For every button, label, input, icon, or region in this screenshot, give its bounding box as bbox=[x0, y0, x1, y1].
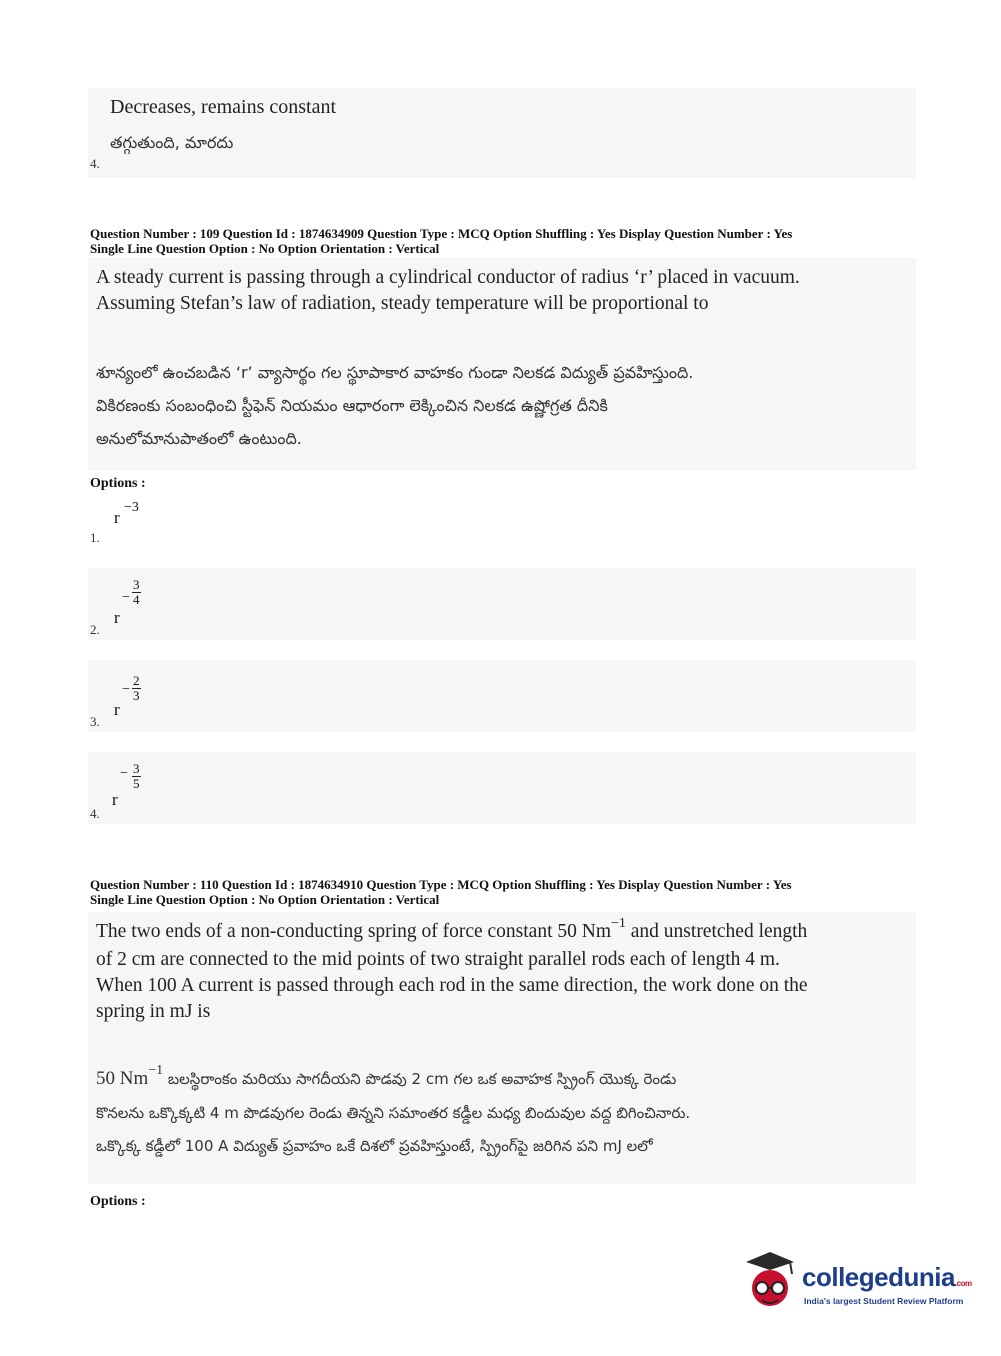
q110-en-line3: When 100 A current is passed through each rod in the same direction, the work done on the bbox=[96, 975, 808, 996]
q109-options-label: Options : bbox=[90, 476, 146, 491]
q109-meta-line1: Question Number : 109 Question Id : 1874634909 Question Type : MCQ Option Shuffling : Yes Display Question Number : Yes bbox=[90, 226, 793, 241]
q110-en-line2: of 2 cm are connected to the mid points of two straight parallel rods each of length 4 m. bbox=[96, 949, 780, 970]
q109-te-line3: అనులోమానుపాతంలో ఉంటుంది. bbox=[96, 429, 302, 448]
q109-option-4-num: 3 bbox=[133, 761, 140, 776]
mascot-icon bbox=[740, 1248, 798, 1314]
q110-meta-line2: Single Line Question Option : No Option Orientation : Vertical bbox=[90, 892, 440, 907]
q109-english-text bbox=[96, 265, 896, 317]
prev-option-en: Decreases, remains constant bbox=[110, 96, 337, 118]
q109-option-2-den: 4 bbox=[133, 592, 140, 607]
q110-en-line4: spring in mJ is bbox=[96, 1001, 211, 1022]
q109-option-3-fraction bbox=[132, 674, 141, 703]
q110-en-line1a: The two ends of a non-conducting spring of force constant 50 Nm bbox=[96, 921, 611, 942]
q109-option-2-sign: − bbox=[122, 590, 130, 605]
q110-english-text bbox=[96, 916, 896, 1025]
q109-option-4-den: 5 bbox=[133, 776, 140, 791]
q110-options-label: Options : bbox=[90, 1194, 146, 1209]
q109-option-4-base: r bbox=[112, 790, 118, 809]
q109-telugu-text bbox=[96, 356, 896, 455]
q109-option-4-sign: − bbox=[120, 766, 128, 781]
q110-en-line1 bbox=[96, 916, 896, 947]
q110-te-line1b: బలస్థిరాంకం మరియు సాగదీయని పొడవు 2 cm గల ఒక అవాహక స్ప్రింగ్ యొక్క రెండు bbox=[163, 1070, 677, 1088]
q110-te-line2: కొనలను ఒక్కొక్కటి 4 m పొడవుగల రెండు తిన్నని సమాంతర కడ్డీల మధ్య బిందువుల వద్ద బిగించినారు. bbox=[96, 1104, 691, 1122]
q109-en-line1: A steady current is passing through a cylindrical conductor of radius ‘r’ placed in vacuum. bbox=[96, 267, 800, 288]
q109-meta-line2: Single Line Question Option : No Option Orientation : Vertical bbox=[90, 241, 440, 256]
q109-en-line2: Assuming Stefan’s law of radiation, steady temperature will be proportional to bbox=[96, 293, 709, 314]
q110-telugu-text bbox=[96, 1062, 906, 1163]
q110-en-line1b: and unstretched length bbox=[625, 921, 808, 942]
q109-option-3-den: 3 bbox=[133, 688, 140, 703]
q109-option-2-fraction bbox=[132, 578, 141, 607]
q109-option-2[interactable] bbox=[88, 568, 916, 640]
q109-option-1-base: r bbox=[114, 508, 120, 527]
prev-option-te: తగ్గుతుంది, మారదు bbox=[110, 133, 234, 152]
q109-option-4[interactable] bbox=[88, 752, 916, 824]
logo-brand-text: collegedunia bbox=[802, 1262, 955, 1292]
q110-meta bbox=[90, 877, 950, 907]
q109-option-2-num: 3 bbox=[133, 577, 140, 592]
q109-option-3-number: 3. bbox=[90, 714, 100, 729]
q109-meta bbox=[90, 226, 950, 256]
q110-en-line1-exp: −1 bbox=[611, 916, 626, 931]
q109-option-1-exp: −3 bbox=[124, 500, 139, 515]
collegedunia-logo[interactable] bbox=[740, 1248, 970, 1318]
q110-meta-line1: Question Number : 110 Question Id : 1874634910 Question Type : MCQ Option Shuffling : Yes Display Question Number : Yes bbox=[90, 877, 792, 892]
q109-te-line1: శూన్యంలో ఉంచబడిన ‘r’ వ్యాసార్థం గల స్థూపాకార వాహకం గుండా నిలకడ విద్యుత్ ప్రవహిస్తుంది. bbox=[96, 363, 694, 382]
q109-option-2-number: 2. bbox=[90, 622, 100, 637]
q109-option-2-base: r bbox=[114, 608, 120, 627]
logo-tagline: India's largest Student Review Platform bbox=[804, 1296, 964, 1306]
logo-brand bbox=[802, 1262, 972, 1293]
q109-option-4-fraction bbox=[132, 762, 141, 791]
q110-te-line1a: 50 Nm bbox=[96, 1068, 149, 1089]
q109-option-3-base: r bbox=[114, 700, 120, 719]
q110-te-line1-exp: −1 bbox=[148, 1063, 164, 1078]
q109-option-1-number: 1. bbox=[90, 530, 100, 545]
q109-option-4-number: 4. bbox=[90, 806, 100, 821]
q109-option-3[interactable] bbox=[88, 660, 916, 732]
q110-te-line1 bbox=[96, 1062, 906, 1097]
prev-option-number: 4. bbox=[90, 156, 100, 171]
q109-te-line2: వికిరణంకు సంబంధించి స్టీఫెన్ నియమం ఆధారంగా లెక్కించిన నిలకడ ఉష్ణోగ్రత దీనికి bbox=[96, 396, 608, 415]
q109-option-1[interactable] bbox=[88, 500, 916, 550]
q109-option-3-num: 2 bbox=[133, 673, 140, 688]
logo-brand-suffix: .com bbox=[954, 1279, 972, 1288]
q110-te-line3: ఒక్కొక్క కడ్డీలో 100 A విద్యుత్ ప్రవాహం ఒకే దిశలో ప్రవహిస్తుంటే, స్ప్రింగ్‌పై జరిగిన పని mJ లలో bbox=[96, 1137, 653, 1155]
q109-option-3-sign: − bbox=[122, 682, 130, 697]
